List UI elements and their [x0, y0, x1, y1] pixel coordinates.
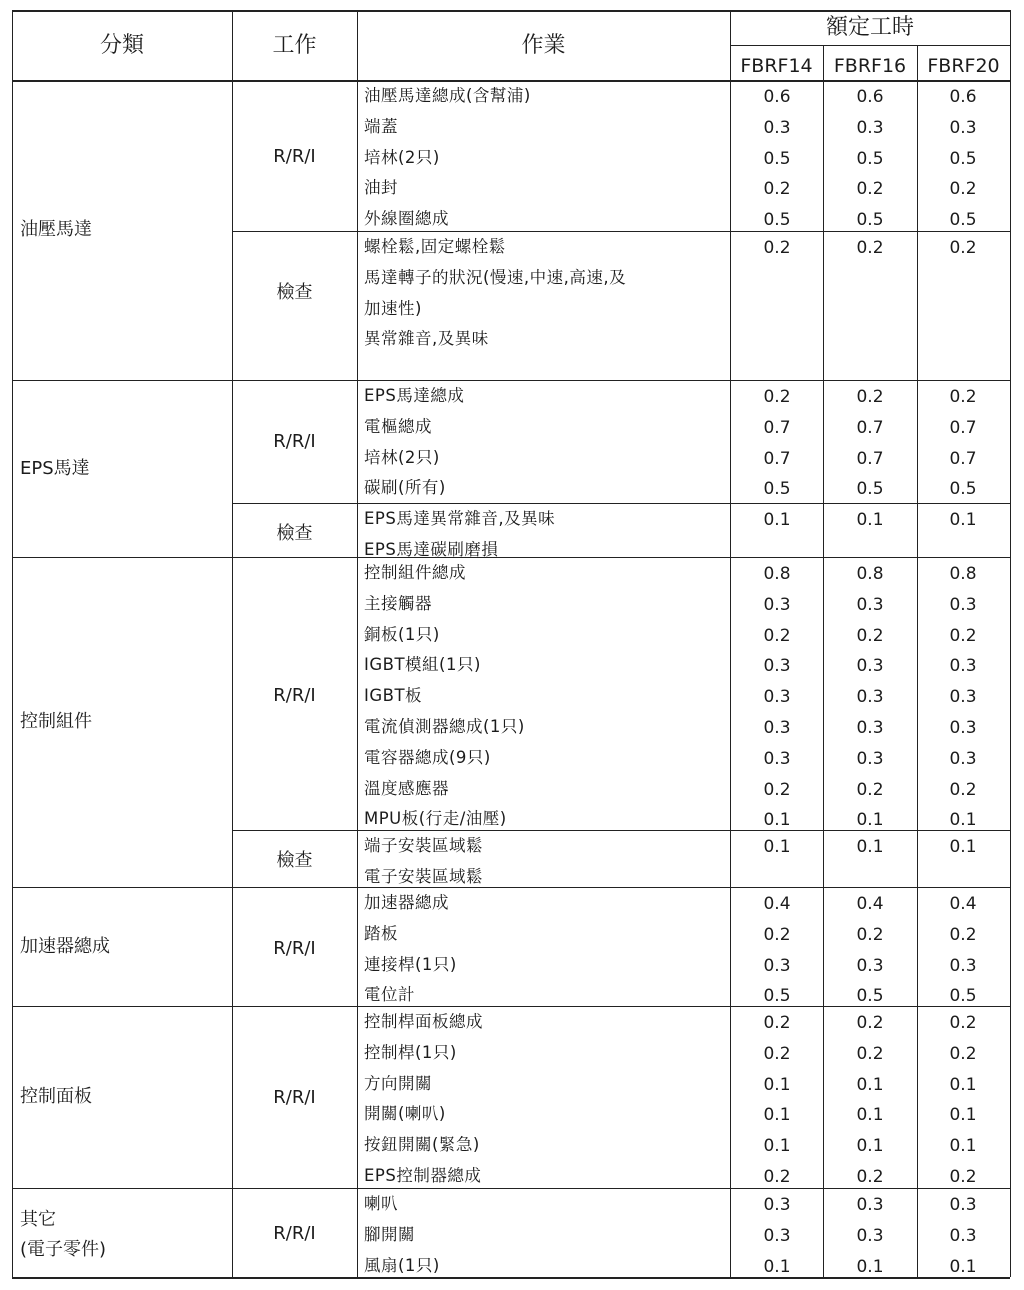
hours-value: 0.1 — [856, 837, 884, 857]
section-divider — [12, 380, 1010, 381]
header-model-fbrf20: FBRF20 — [927, 55, 1000, 77]
hours-value: 0.7 — [856, 448, 884, 469]
task-label: 踏板 — [364, 923, 398, 943]
category-label: 油壓馬達 — [20, 219, 92, 240]
hours-value: 0.5 — [763, 479, 791, 500]
hours-value: 0.3 — [763, 748, 791, 769]
hours-value: 0.1 — [949, 837, 977, 857]
hours-value: 0.5 — [856, 986, 884, 1007]
hours-value: 0.7 — [856, 417, 884, 438]
hours-value: 0.2 — [949, 1043, 977, 1064]
task-label: EPS馬達總成 — [364, 386, 465, 405]
task-label: 控制組件總成 — [364, 563, 466, 582]
task-label: 油壓馬達總成(含幫浦) — [364, 86, 531, 105]
table-right-border — [1010, 10, 1011, 1277]
header-work: 工作 — [272, 33, 317, 58]
hours-value: 0.2 — [856, 1167, 884, 1187]
hours-value: 0.3 — [949, 687, 977, 708]
hours-value: 0.2 — [856, 238, 884, 258]
hours-value: 0.7 — [949, 417, 977, 438]
hours-value: 0.2 — [856, 625, 884, 646]
task-label: 銅板(1只) — [364, 624, 440, 644]
hours-value: 0.1 — [949, 1105, 977, 1126]
hours-value: 0.2 — [763, 779, 791, 800]
hours-value: 0.5 — [763, 210, 791, 231]
hours-value: 0.2 — [949, 179, 977, 200]
hours-value: 0.5 — [949, 986, 977, 1007]
hours-value: 0.1 — [856, 1256, 884, 1277]
hours-value: 0.2 — [763, 924, 791, 945]
hours-value: 0.3 — [856, 718, 884, 738]
header-task: 作業 — [521, 33, 566, 58]
header-category: 分類 — [99, 33, 144, 58]
hours-value: 0.3 — [856, 687, 884, 708]
rated-hours-divider — [730, 45, 1010, 46]
hours-value: 0.7 — [949, 448, 977, 469]
hours-value: 0.6 — [949, 87, 977, 107]
table-left-border — [12, 10, 13, 1277]
column-divider-fbrf20 — [917, 45, 918, 1277]
hours-value: 0.8 — [856, 564, 884, 584]
hours-value: 0.8 — [949, 564, 977, 584]
task-label: 電容器總成(9只) — [364, 747, 491, 767]
hours-value: 0.3 — [949, 117, 977, 138]
hours-value: 0.5 — [949, 210, 977, 231]
task-label: MPU板(行走/油壓) — [364, 809, 507, 829]
hours-value: 0.3 — [763, 1225, 791, 1246]
task-label: 電子安裝區域鬆 — [364, 866, 483, 886]
hours-value: 0.2 — [763, 387, 791, 407]
hours-value: 0.3 — [763, 718, 791, 738]
group-divider — [232, 830, 1010, 831]
work-type-label: 檢查 — [276, 281, 313, 303]
task-label: 碳刷(所有) — [364, 478, 446, 498]
hours-value: 0.3 — [856, 1225, 884, 1246]
task-label: 培林(2只) — [364, 147, 440, 167]
task-label: 控制桿(1只) — [364, 1042, 457, 1062]
hours-value: 0.3 — [856, 117, 884, 138]
hours-value: 0.2 — [949, 387, 977, 407]
hours-value: 0.3 — [856, 656, 884, 677]
task-label: 按鈕開關(緊急) — [364, 1135, 480, 1155]
hours-value: 0.5 — [763, 148, 791, 169]
hours-value: 0.2 — [856, 179, 884, 200]
work-type-label: R/R/I — [273, 684, 316, 706]
task-label: EPS控制器總成 — [364, 1166, 482, 1185]
task-label: 喇叭 — [364, 1194, 398, 1213]
hours-value: 0.1 — [949, 1074, 977, 1095]
task-label: 風扇(1只) — [364, 1255, 440, 1275]
task-label: 溫度感應器 — [364, 778, 449, 798]
category-label: EPS馬達 — [20, 457, 90, 479]
hours-value: 0.2 — [856, 1043, 884, 1064]
hours-value: 0.2 — [763, 238, 791, 258]
task-label: IGBT板 — [364, 686, 423, 706]
task-label: 培林(2只) — [364, 447, 440, 467]
work-type-label: R/R/I — [273, 146, 316, 167]
hours-value: 0.2 — [949, 1167, 977, 1187]
task-label: 控制桿面板總成 — [364, 1012, 483, 1031]
hours-value: 0.5 — [949, 148, 977, 169]
task-label: 腳開關 — [364, 1224, 415, 1244]
header-bottom-border — [12, 80, 1010, 82]
work-type-label: R/R/I — [273, 937, 316, 959]
hours-value: 0.1 — [763, 1136, 791, 1157]
hours-value: 0.5 — [856, 479, 884, 500]
task-label: 主接觸器 — [364, 593, 432, 613]
header-model-fbrf14: FBRF14 — [740, 55, 813, 77]
table-top-border — [12, 10, 1010, 12]
group-divider — [232, 503, 1010, 504]
hours-value: 0.1 — [949, 810, 977, 831]
hours-value: 0.1 — [949, 1136, 977, 1157]
hours-value: 0.2 — [949, 625, 977, 646]
hours-value: 0.6 — [856, 87, 884, 107]
task-label: 外線圈總成 — [364, 209, 449, 229]
hours-value: 0.3 — [763, 687, 791, 708]
group-divider — [232, 231, 1010, 232]
hours-value: 0.3 — [763, 955, 791, 976]
hours-value: 0.7 — [763, 417, 791, 438]
hours-value: 0.3 — [856, 1195, 884, 1215]
hours-value: 0.1 — [949, 1256, 977, 1277]
hours-value: 0.2 — [763, 625, 791, 646]
category-label: 控制組件 — [20, 711, 92, 732]
hours-value: 0.3 — [949, 718, 977, 738]
hours-value: 0.5 — [763, 986, 791, 1007]
hours-value: 0.3 — [949, 594, 977, 615]
hours-value: 0.1 — [856, 510, 884, 530]
hours-value: 0.2 — [763, 1043, 791, 1064]
hours-value: 0.1 — [949, 510, 977, 530]
task-label: 電樞總成 — [364, 416, 432, 436]
hours-value: 0.1 — [763, 837, 791, 857]
task-label: EPS馬達碳刷磨損 — [364, 539, 499, 559]
hours-value: 0.3 — [763, 117, 791, 138]
task-label: 螺栓鬆,固定螺栓鬆 — [364, 237, 506, 256]
hours-value: 0.1 — [856, 810, 884, 831]
category-label: 控制面板 — [20, 1086, 92, 1107]
column-divider-fbrf16 — [823, 45, 824, 1277]
hours-value: 0.2 — [856, 387, 884, 407]
hours-value: 0.3 — [763, 656, 791, 677]
hours-value: 0.6 — [763, 87, 791, 107]
task-label: 異常雜音,及異味 — [364, 329, 489, 349]
hours-value: 0.4 — [763, 894, 791, 914]
hours-value: 0.2 — [949, 924, 977, 945]
work-type-label: 檢查 — [276, 522, 313, 544]
work-type-label: R/R/I — [273, 1087, 316, 1109]
hours-value: 0.3 — [949, 955, 977, 976]
task-label: 電位計 — [364, 985, 415, 1005]
task-label: 方向開關 — [364, 1073, 432, 1093]
hours-value: 0.4 — [949, 894, 977, 914]
hours-value: 0.5 — [856, 210, 884, 231]
hours-value: 0.3 — [856, 748, 884, 769]
column-divider-fbrf14 — [730, 10, 731, 1277]
hours-value: 0.3 — [949, 1225, 977, 1246]
task-label: 開關(喇叭) — [364, 1104, 446, 1124]
hours-value: 0.2 — [763, 1167, 791, 1187]
task-label: 連接桿(1只) — [364, 954, 457, 974]
category-label: 其它 — [20, 1208, 56, 1230]
work-type-label: 檢查 — [276, 849, 313, 871]
hours-value: 0.3 — [949, 1195, 977, 1215]
task-label: 油封 — [364, 178, 398, 198]
hours-value: 0.2 — [856, 924, 884, 945]
hours-value: 0.2 — [763, 179, 791, 200]
hours-value: 0.1 — [856, 1105, 884, 1126]
hours-value: 0.1 — [763, 1074, 791, 1095]
column-divider-task — [357, 10, 358, 1277]
category-label: (電子零件) — [20, 1238, 107, 1260]
hours-value: 0.1 — [763, 1256, 791, 1277]
hours-value: 0.2 — [949, 238, 977, 258]
hours-value: 0.1 — [763, 810, 791, 831]
hours-value: 0.3 — [856, 594, 884, 615]
header-rated-hours: 額定工時 — [825, 15, 914, 40]
hours-value: 0.4 — [856, 894, 884, 914]
hours-value: 0.3 — [763, 594, 791, 615]
task-label: EPS馬達異常雜音,及異味 — [364, 509, 556, 528]
section-divider — [12, 557, 1010, 558]
section-divider — [12, 887, 1010, 888]
work-type-label: R/R/I — [273, 430, 316, 452]
hours-value: 0.5 — [856, 148, 884, 169]
hours-value: 0.3 — [856, 955, 884, 976]
hours-value: 0.3 — [763, 1195, 791, 1215]
task-label: 端蓋 — [364, 116, 398, 136]
category-label: 加速器總成 — [20, 935, 110, 957]
task-label: 端子安裝區域鬆 — [364, 836, 483, 855]
work-type-label: R/R/I — [273, 1223, 316, 1245]
hours-value: 0.2 — [949, 1013, 977, 1033]
hours-value: 0.1 — [856, 1074, 884, 1095]
hours-value: 0.1 — [763, 1105, 791, 1126]
hours-value: 0.1 — [763, 510, 791, 530]
task-label: 電流偵測器總成(1只) — [364, 717, 525, 736]
task-label: 加速性) — [364, 298, 422, 318]
section-divider — [12, 1006, 1010, 1007]
section-divider — [12, 1188, 1010, 1189]
hours-value: 0.3 — [949, 748, 977, 769]
hours-value: 0.3 — [949, 656, 977, 677]
task-label: IGBT模組(1只) — [364, 655, 481, 675]
header-model-fbrf16: FBRF16 — [833, 55, 907, 77]
task-label: 加速器總成 — [364, 893, 449, 912]
hours-value: 0.7 — [763, 448, 791, 469]
hours-value: 0.1 — [856, 1136, 884, 1157]
hours-value: 0.2 — [763, 1013, 791, 1033]
hours-value: 0.2 — [949, 779, 977, 800]
hours-value: 0.5 — [949, 479, 977, 500]
task-label: 馬達轉子的狀況(慢速,中速,高速,及 — [364, 267, 627, 287]
hours-value: 0.2 — [856, 1013, 884, 1033]
hours-value: 0.8 — [763, 564, 791, 584]
hours-value: 0.2 — [856, 779, 884, 800]
